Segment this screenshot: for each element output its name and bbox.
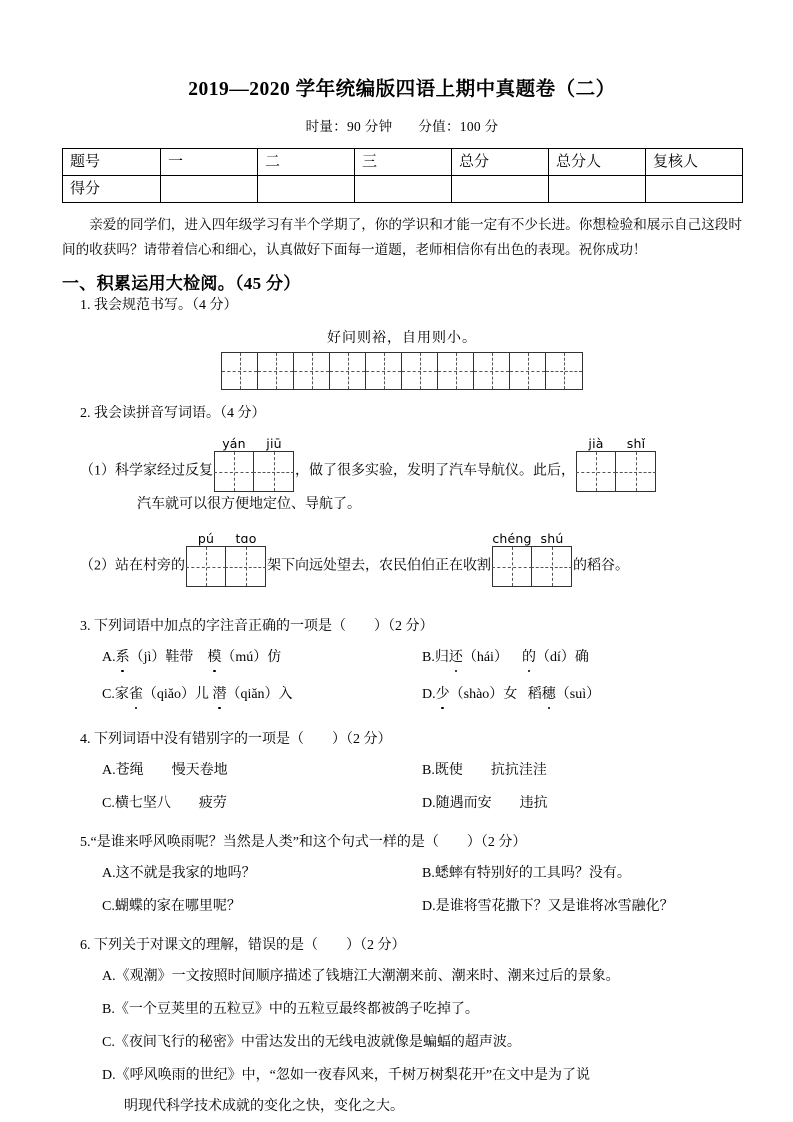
- page-title: 2019—2020 学年统编版四语上期中真题卷（二）: [188, 79, 616, 100]
- table-row: [63, 149, 743, 176]
- pinyin-answer-box-chengshu[interactable]: [492, 531, 572, 587]
- score-table-row-label: 题号: [63, 149, 161, 176]
- q2-2-number: （2）: [80, 559, 115, 575]
- option-5-A[interactable]: [102, 862, 422, 885]
- question-6-options: [102, 965, 742, 1118]
- writing-grid-cell[interactable]: [510, 353, 546, 389]
- option-text: 蝴蝶的家在哪里呢？: [114, 899, 241, 915]
- pinyin-label-chengshu: chéng shú: [492, 531, 564, 547]
- emphasis-char: 少: [436, 683, 450, 706]
- option-6-D[interactable]: [102, 1064, 742, 1118]
- score-cell-total[interactable]: [452, 176, 549, 203]
- option-key: A.: [102, 969, 116, 985]
- question-2-title: 2. 我会读拼音写词语。（4 分）: [80, 406, 266, 422]
- pinyin-answer-box-putao[interactable]: [186, 531, 266, 587]
- option-row: [102, 998, 742, 1021]
- emphasis-char: 雀: [129, 683, 143, 706]
- option-6-A[interactable]: [102, 965, 742, 988]
- option-text: （suì）: [555, 687, 601, 703]
- section-heading: 一、积累运用大检阅。（45 分）: [62, 274, 301, 294]
- option-text: （qiǎn）入: [226, 687, 293, 703]
- question-2: [62, 402, 742, 587]
- q2-2-text-before: 站在村旁的: [115, 559, 185, 575]
- q2-1-text-after: 汽车就可以很方便地定位、导航了。: [137, 497, 361, 513]
- q2-1-text-middle: ，做了很多实验，发明了汽车导航仪。此后，: [295, 464, 575, 480]
- pinyin-label-putao: pú tɑo: [197, 531, 257, 547]
- question-4-title: 4. 下列词语中没有错别字的一项是（ ）（2 分）: [80, 732, 392, 748]
- option-key: A.: [102, 650, 116, 666]
- option-key: D.: [422, 899, 436, 915]
- writing-grid-cell[interactable]: [294, 353, 330, 389]
- option-row: [102, 646, 742, 669]
- writing-grid[interactable]: [221, 352, 583, 390]
- emphasis-char: 还: [449, 646, 463, 669]
- option-row: [102, 1064, 742, 1118]
- question-1: [62, 294, 742, 390]
- option-5-C[interactable]: [102, 895, 422, 918]
- question-4-options: [102, 759, 742, 815]
- question-5-options: [102, 862, 742, 918]
- option-4-A[interactable]: [102, 759, 422, 782]
- score-cell-2[interactable]: [258, 176, 355, 203]
- score-table-col-2: 二: [258, 149, 355, 176]
- emphasis-char: 系: [116, 646, 130, 669]
- q2-2-text-middle: 架下向远处望去，农民伯伯正在收割: [267, 559, 491, 575]
- option-text-line2: 明现代科学技术成就的变化之快，变化之大。: [124, 1099, 404, 1115]
- score-cell-1[interactable]: [161, 176, 258, 203]
- option-text: （hái）: [462, 650, 508, 666]
- exam-meta: [62, 115, 742, 135]
- option-row: [102, 683, 742, 706]
- option-text: 是谁将雪花撒下？又是谁将冰雪融化？: [435, 899, 674, 915]
- question-5-title: 5.“是谁来呼风唤雨呢？当然是人类”和这个句式一样的是（ ）（2 分）: [80, 835, 527, 851]
- score-table-row-label: 得分: [63, 176, 161, 203]
- question-6-title: 6. 下列关于对课文的理解，错误的是（ ）（2 分）: [80, 938, 406, 954]
- writing-grid-wrap: [62, 352, 742, 390]
- score-table-col-reviewer: 复核人: [646, 149, 743, 176]
- exam-score-label: 分值：100 分: [418, 119, 499, 135]
- writing-grid-cell[interactable]: [474, 353, 510, 389]
- option-4-D[interactable]: [422, 792, 742, 815]
- pinyin-label-jiashi: jià shǐ: [588, 436, 646, 452]
- option-text: 家: [114, 687, 129, 703]
- option-key: D.: [422, 687, 436, 703]
- option-key: D.: [102, 1068, 116, 1084]
- score-cell-scorer[interactable]: [549, 176, 646, 203]
- option-5-D[interactable]: [422, 895, 742, 918]
- option-text: 这不就是我家的地吗？: [115, 866, 256, 882]
- pinyin-answer-box-jiashi[interactable]: [576, 436, 656, 492]
- pinyin-answer-box-yanjiu[interactable]: [214, 436, 294, 492]
- question-3: [62, 615, 742, 706]
- option-text: 蟋蟀有特别好的工具吗？没有。: [434, 866, 631, 882]
- emphasis-char: 模: [207, 646, 221, 669]
- writing-grid-cell[interactable]: [366, 353, 402, 389]
- option-text: （qiǎo）儿: [142, 687, 209, 703]
- exam-time-label: 时量：90 分钟: [305, 119, 393, 135]
- question-1-title: 1. 我会规范书写。（4 分）: [80, 298, 238, 314]
- option-text: （shào）女: [449, 687, 518, 703]
- option-text: （dí）确: [535, 650, 589, 666]
- writing-grid-cell[interactable]: [222, 353, 258, 389]
- question-5: [62, 831, 742, 918]
- option-text: （jì）鞋带: [129, 650, 194, 666]
- option-text: 《呼风唤雨的世纪》中，“忽如一夜春风来，千树万树梨花开”在文中是为了说: [115, 1068, 591, 1084]
- option-3-D[interactable]: [422, 683, 742, 706]
- option-key: B.: [102, 1002, 115, 1018]
- score-cell-3[interactable]: [355, 176, 452, 203]
- option-5-B[interactable]: [422, 862, 742, 885]
- question-3-title: 3. 下列词语中加点的字注音正确的一项是（ ）（2 分）: [80, 619, 434, 635]
- question-3-options: [102, 646, 742, 706]
- option-text: 稻: [527, 687, 542, 703]
- score-table-col-3: 三: [355, 149, 452, 176]
- option-row: [102, 895, 742, 918]
- option-key: C.: [102, 899, 115, 915]
- option-4-C[interactable]: [102, 792, 422, 815]
- option-row: [102, 965, 742, 988]
- question-4: [62, 728, 742, 815]
- question-1-phrase: 好问则裕，自用则小。: [327, 331, 477, 347]
- q2-1-number: （1）: [80, 464, 115, 480]
- option-text: 归: [434, 650, 449, 666]
- emphasis-char: 穗: [542, 683, 556, 706]
- score-cell-reviewer[interactable]: [646, 176, 743, 203]
- score-table-col-total: 总分: [452, 149, 549, 176]
- score-table-col-1: 一: [161, 149, 258, 176]
- option-row: [102, 759, 742, 782]
- option-3-A[interactable]: [102, 646, 422, 669]
- option-text: 既使 抗抗洼洼: [434, 763, 547, 779]
- option-row: [102, 792, 742, 815]
- writing-grid-cell[interactable]: [330, 353, 366, 389]
- q2-2-text-after: 的稻谷。: [573, 559, 629, 575]
- option-key: A.: [102, 763, 116, 779]
- writing-grid-cell[interactable]: [438, 353, 474, 389]
- writing-grid-cell[interactable]: [258, 353, 294, 389]
- option-6-B[interactable]: [102, 998, 742, 1021]
- question-2-item-2: [80, 531, 742, 587]
- emphasis-char: 的: [522, 646, 536, 669]
- option-3-B[interactable]: [422, 646, 742, 669]
- option-key: B.: [422, 650, 435, 666]
- intro-paragraph: 亲爱的同学们，进入四年级学习有半个学期了，你的学识和才能一定有不少长进。你想检验和展示自己这段时间的收获吗？请带着信心和细心，认真做好下面每一道题，老师相信你有出色的表现。祝你成功！: [62, 217, 742, 258]
- option-key: C.: [102, 687, 115, 703]
- question-6: [62, 934, 742, 1118]
- table-row: [63, 176, 743, 203]
- option-text: （mú）仿: [221, 650, 282, 666]
- option-6-C[interactable]: [102, 1031, 742, 1054]
- option-key: A.: [102, 866, 116, 882]
- option-row: [102, 1031, 742, 1054]
- writing-grid-cell[interactable]: [546, 353, 582, 389]
- option-key: B.: [422, 866, 435, 882]
- writing-grid-cell[interactable]: [402, 353, 438, 389]
- option-key: C.: [102, 1035, 115, 1051]
- option-text: 《夜间飞行的秘密》中雷达发出的无线电波就像是蝙蝠的超声波。: [114, 1035, 521, 1051]
- q2-1-text-before: 科学家经过反复: [115, 464, 213, 480]
- option-3-C[interactable]: [102, 683, 422, 706]
- option-key: B.: [422, 763, 435, 779]
- option-text: 《观潮》一文按照时间顺序描述了钱塘江大潮潮来前、潮来时、潮来过后的景象。: [115, 969, 620, 985]
- option-text: 苍绳 慢天卷地: [115, 763, 228, 779]
- option-text: 《一个豆荚里的五粒豆》中的五粒豆最终都被鸽子吃掉了。: [114, 1002, 479, 1018]
- score-table-col-scorer: 总分人: [549, 149, 646, 176]
- score-table: [62, 148, 743, 203]
- pinyin-label-yanjiu: yán jiū: [222, 436, 282, 452]
- emphasis-char: 潜: [212, 683, 226, 706]
- option-key: D.: [422, 796, 436, 812]
- option-4-B[interactable]: [422, 759, 742, 782]
- question-2-item-1: [80, 436, 742, 492]
- option-row: [102, 862, 742, 885]
- option-key: C.: [102, 796, 115, 812]
- option-text: 随遇而安 违抗: [435, 796, 548, 812]
- option-text: 横七坚八 疲劳: [114, 796, 227, 812]
